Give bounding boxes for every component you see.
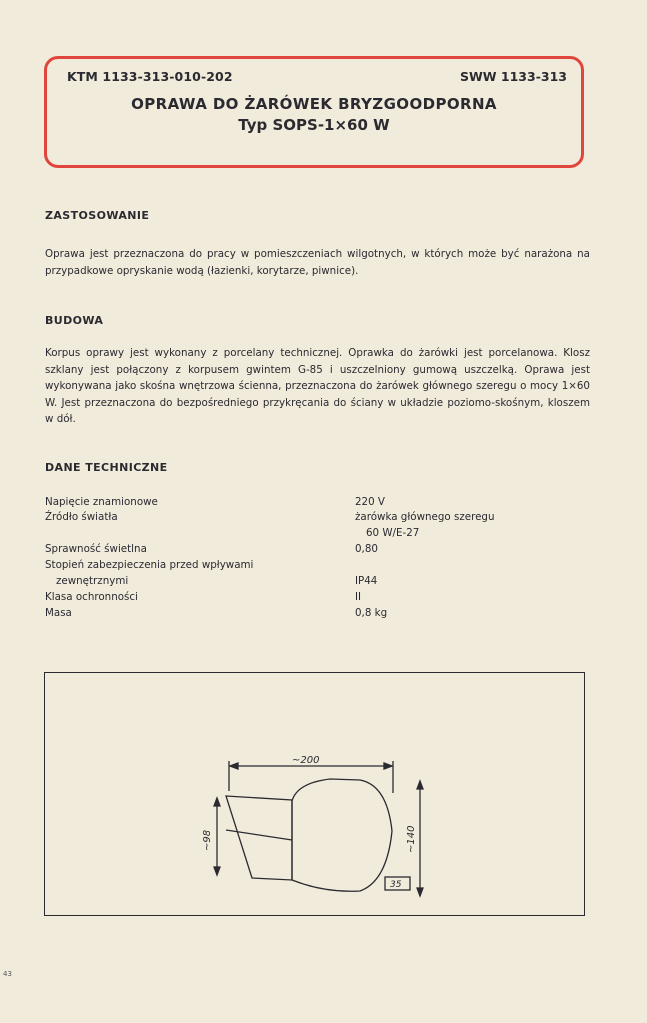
spec-value-zrodlo-2: 60 W/E-27 bbox=[366, 527, 420, 539]
dim-arrow-right-bottom bbox=[417, 888, 423, 896]
header-box bbox=[44, 56, 584, 168]
dane-heading: DANE TECHNICZNE bbox=[45, 461, 168, 474]
spec-value-zrodlo-1: żarówka głównego szeregu bbox=[355, 511, 495, 523]
spec-label-zrodlo: Źródło światła bbox=[45, 511, 118, 523]
spec-label-sprawnosc: Sprawność świetlna bbox=[45, 543, 147, 555]
technical-drawing bbox=[44, 672, 585, 916]
spec-label-stopien-1: Stopień zabezpieczenia przed wpływami bbox=[45, 559, 254, 571]
budowa-text: Korpus oprawy jest wykonany z porcelany technicznej. Oprawka do żarówki jest porcelanowa. Klosz szklany jest połączony z korpusem gwintem G-85 i uszczelniony gumową uszczelką. Oprawa jest wykonywana jako skośna wnętrzowa ścienna, przeznaczona do żarówek głównego szeregu o mocy 1×60 W. Jest przeznaczona do bezpośredniego przykręcania do ściany w układzie poziomo-skośnym, kloszem w dół. bbox=[45, 347, 590, 425]
dim-arrow-left-bottom bbox=[214, 867, 220, 875]
page-number: 43 bbox=[3, 970, 12, 978]
document-title: OPRAWA DO ŻARÓWEK BRYZGOODPORNA bbox=[131, 95, 497, 113]
spec-label-napiecie: Napięcie znamionowe bbox=[45, 496, 158, 508]
spec-label-masa: Masa bbox=[45, 607, 72, 619]
dim-label-width: ~200 bbox=[292, 755, 320, 766]
lamp-base-divider bbox=[226, 830, 292, 840]
dim-arrow-left-top bbox=[214, 798, 220, 806]
document-subtitle: Typ SOPS-1×60 W bbox=[238, 116, 390, 134]
ktm-code: KTM 1133-313-010-202 bbox=[67, 69, 233, 84]
dim-arrow-right bbox=[384, 763, 392, 769]
dim-label-right-height: ~140 bbox=[406, 825, 417, 853]
spec-value-klasa: II bbox=[355, 591, 362, 603]
zastosowanie-heading: ZASTOSOWANIE bbox=[45, 209, 150, 222]
lamp-drawing-svg bbox=[45, 673, 586, 917]
spec-value-sprawnosc: 0,80 bbox=[355, 543, 378, 555]
budowa-heading: BUDOWA bbox=[45, 314, 104, 327]
dim-label-left-height: ~98 bbox=[202, 829, 213, 851]
dim-arrow-right-top bbox=[417, 781, 423, 789]
dim-label-box: 35 bbox=[390, 880, 402, 890]
spec-value-masa: 0,8 kg bbox=[355, 607, 388, 619]
sww-code: SWW 1133-313 bbox=[459, 69, 567, 84]
spec-label-stopien-2: zewnętrznymi bbox=[56, 575, 129, 587]
lamp-shade-outline bbox=[292, 779, 392, 891]
spec-value-napiecie: 220 V bbox=[355, 496, 385, 508]
spec-value-stopien: IP44 bbox=[355, 575, 378, 587]
spec-label-klasa: Klasa ochronności bbox=[45, 591, 138, 603]
dim-arrow-left bbox=[230, 763, 238, 769]
zastosowanie-text: Oprawa jest przeznaczona do pracy w pomieszczeniach wilgotnych, w których może być narażona na przypadkowe opryskanie wodą (łazienki, korytarze, piwnice). bbox=[45, 248, 590, 277]
